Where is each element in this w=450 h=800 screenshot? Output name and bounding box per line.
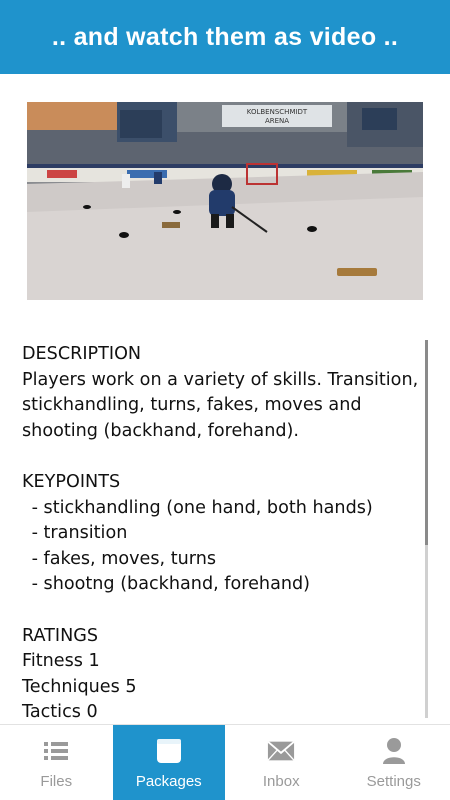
tab-settings[interactable] [338, 725, 450, 800]
tab-inbox[interactable] [225, 725, 338, 800]
video-frame-image [27, 102, 423, 300]
details-text [22, 342, 420, 720]
page-title: .. and watch them as video .. [51, 22, 399, 51]
keypoint-item: - fakes, moves, turns [26, 548, 217, 569]
rating-techniques: Techniques 5 [22, 676, 137, 697]
keypoint-item: - stickhandling (one hand, both hands) [26, 497, 373, 518]
tab-settings-label: Settings [366, 773, 421, 790]
person-icon [380, 737, 408, 765]
description-text: Players work on a variety of skills. Transition, stickhandling, turns, fakes, moves and shooting (backhand, forehand). [22, 369, 419, 441]
keypoint-item: - transition [26, 523, 128, 544]
ratings-heading: RATINGS [22, 625, 99, 646]
rating-fitness: Fitness 1 [22, 651, 100, 672]
keypoint-item: - shootng (backhand, forehand) [26, 574, 311, 595]
package-icon [155, 737, 183, 765]
tab-inbox-label: Inbox [262, 773, 300, 790]
scrollbar-thumb[interactable] [425, 340, 428, 545]
video-player[interactable] [27, 102, 423, 300]
tab-packages[interactable] [113, 725, 226, 800]
tab-files-label: Files [40, 773, 73, 790]
details-scrollbar[interactable] [425, 340, 428, 718]
envelope-icon [267, 737, 295, 765]
arena-sign-main: KOLBENSCHMIDT [246, 108, 308, 116]
description-heading: DESCRIPTION [22, 344, 142, 364]
keypoints-heading: KEYPOINTS [22, 471, 121, 492]
tab-packages-label: Packages [135, 773, 202, 790]
exercise-details[interactable] [0, 338, 450, 720]
arena-sign-sub: ARENA [264, 117, 290, 125]
bottom-tab-bar [0, 724, 450, 800]
header-banner [0, 0, 450, 74]
list-icon [42, 737, 70, 765]
tab-files[interactable] [0, 725, 113, 800]
rating-tactics: Tactics 0 [22, 702, 98, 720]
